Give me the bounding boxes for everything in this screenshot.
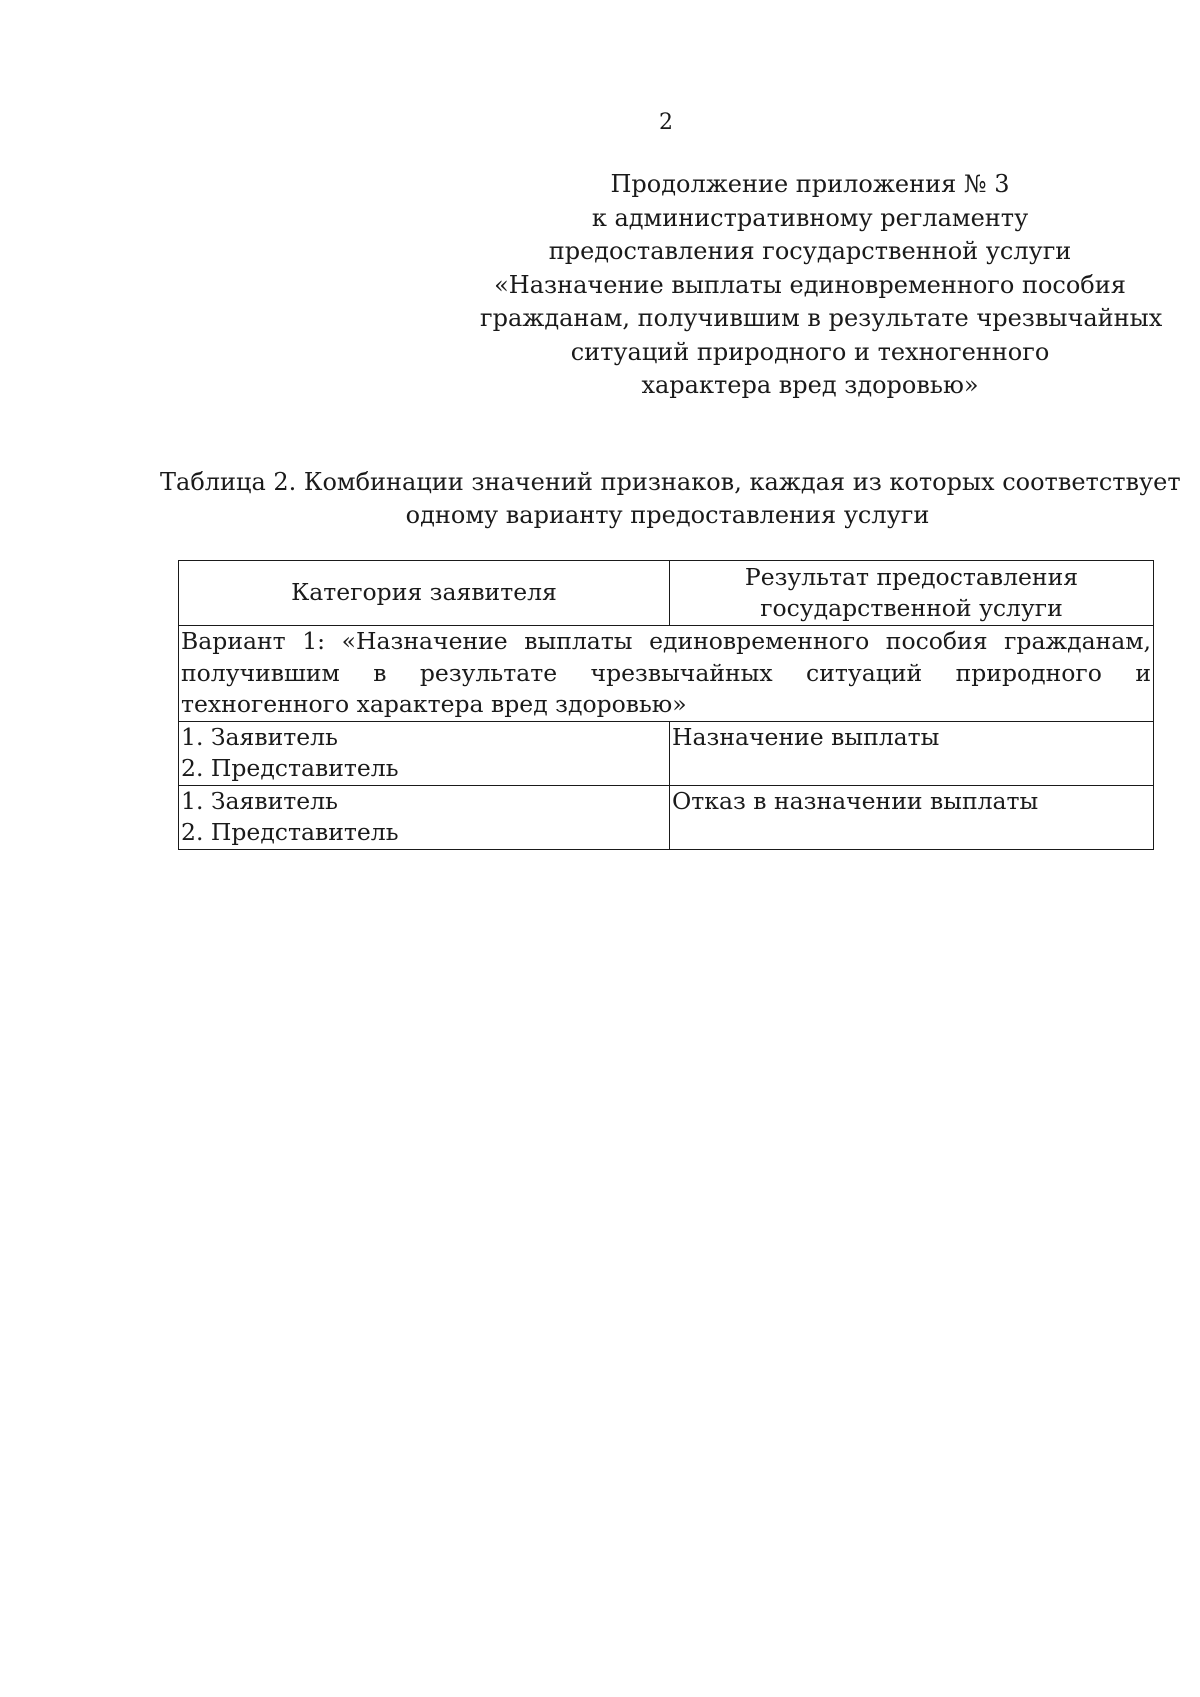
table-row — [179, 785, 1154, 849]
result-text: Назначение выплаты — [672, 722, 940, 751]
header-line: ситуаций природного и техногенного — [570, 337, 1050, 366]
table-caption — [160, 466, 1181, 532]
category-representative: 2. Представитель — [181, 754, 399, 782]
variants-table — [178, 560, 1154, 850]
page-number: 2 — [659, 110, 673, 135]
header-line: Продолжение приложения № 3 — [610, 170, 1010, 198]
header-line: гражданам, получившим в результате чрезвычайных — [480, 304, 1163, 332]
category-applicant: 1. Заявитель — [181, 722, 338, 751]
header-result-label-line-2: государственной услуги — [760, 594, 1063, 622]
result-cell — [670, 721, 1154, 785]
result-text: Отказ в назначении выплаты — [672, 786, 1039, 815]
result-cell — [670, 785, 1154, 849]
header-category-label: Категория заявителя — [291, 578, 557, 607]
appendix-header — [480, 168, 1163, 403]
header-line: характера вред здоровью» — [641, 371, 979, 399]
header-line: «Назначение выплаты единовременного пособия — [494, 270, 1126, 299]
table-caption-line-2: одному варианту предоставления услуги — [405, 501, 930, 529]
header-result-label-line-1: Результат предоставления — [744, 562, 1079, 591]
variant-description: Вариант 1: «Назначение выплаты единовременного пособия гражданам, получившим в результате чрезвычайных ситуаций природного и техногенного характера вред здоровью» — [179, 626, 1154, 722]
header-result — [670, 561, 1154, 626]
category-representative: 2. Представитель — [181, 818, 399, 846]
category-applicant: 1. Заявитель — [181, 786, 338, 815]
category-cell — [179, 785, 670, 849]
variant-row — [179, 626, 1154, 722]
header-line: к административному регламенту — [591, 203, 1029, 232]
table-row — [179, 721, 1154, 785]
category-cell — [179, 721, 670, 785]
header-category — [179, 561, 670, 626]
table-caption-line-1: Таблица 2. Комбинации значений признаков, каждая из которых соответствует — [160, 468, 1181, 496]
table-header-row — [179, 561, 1154, 626]
header-line: предоставления государственной услуги — [548, 237, 1072, 265]
